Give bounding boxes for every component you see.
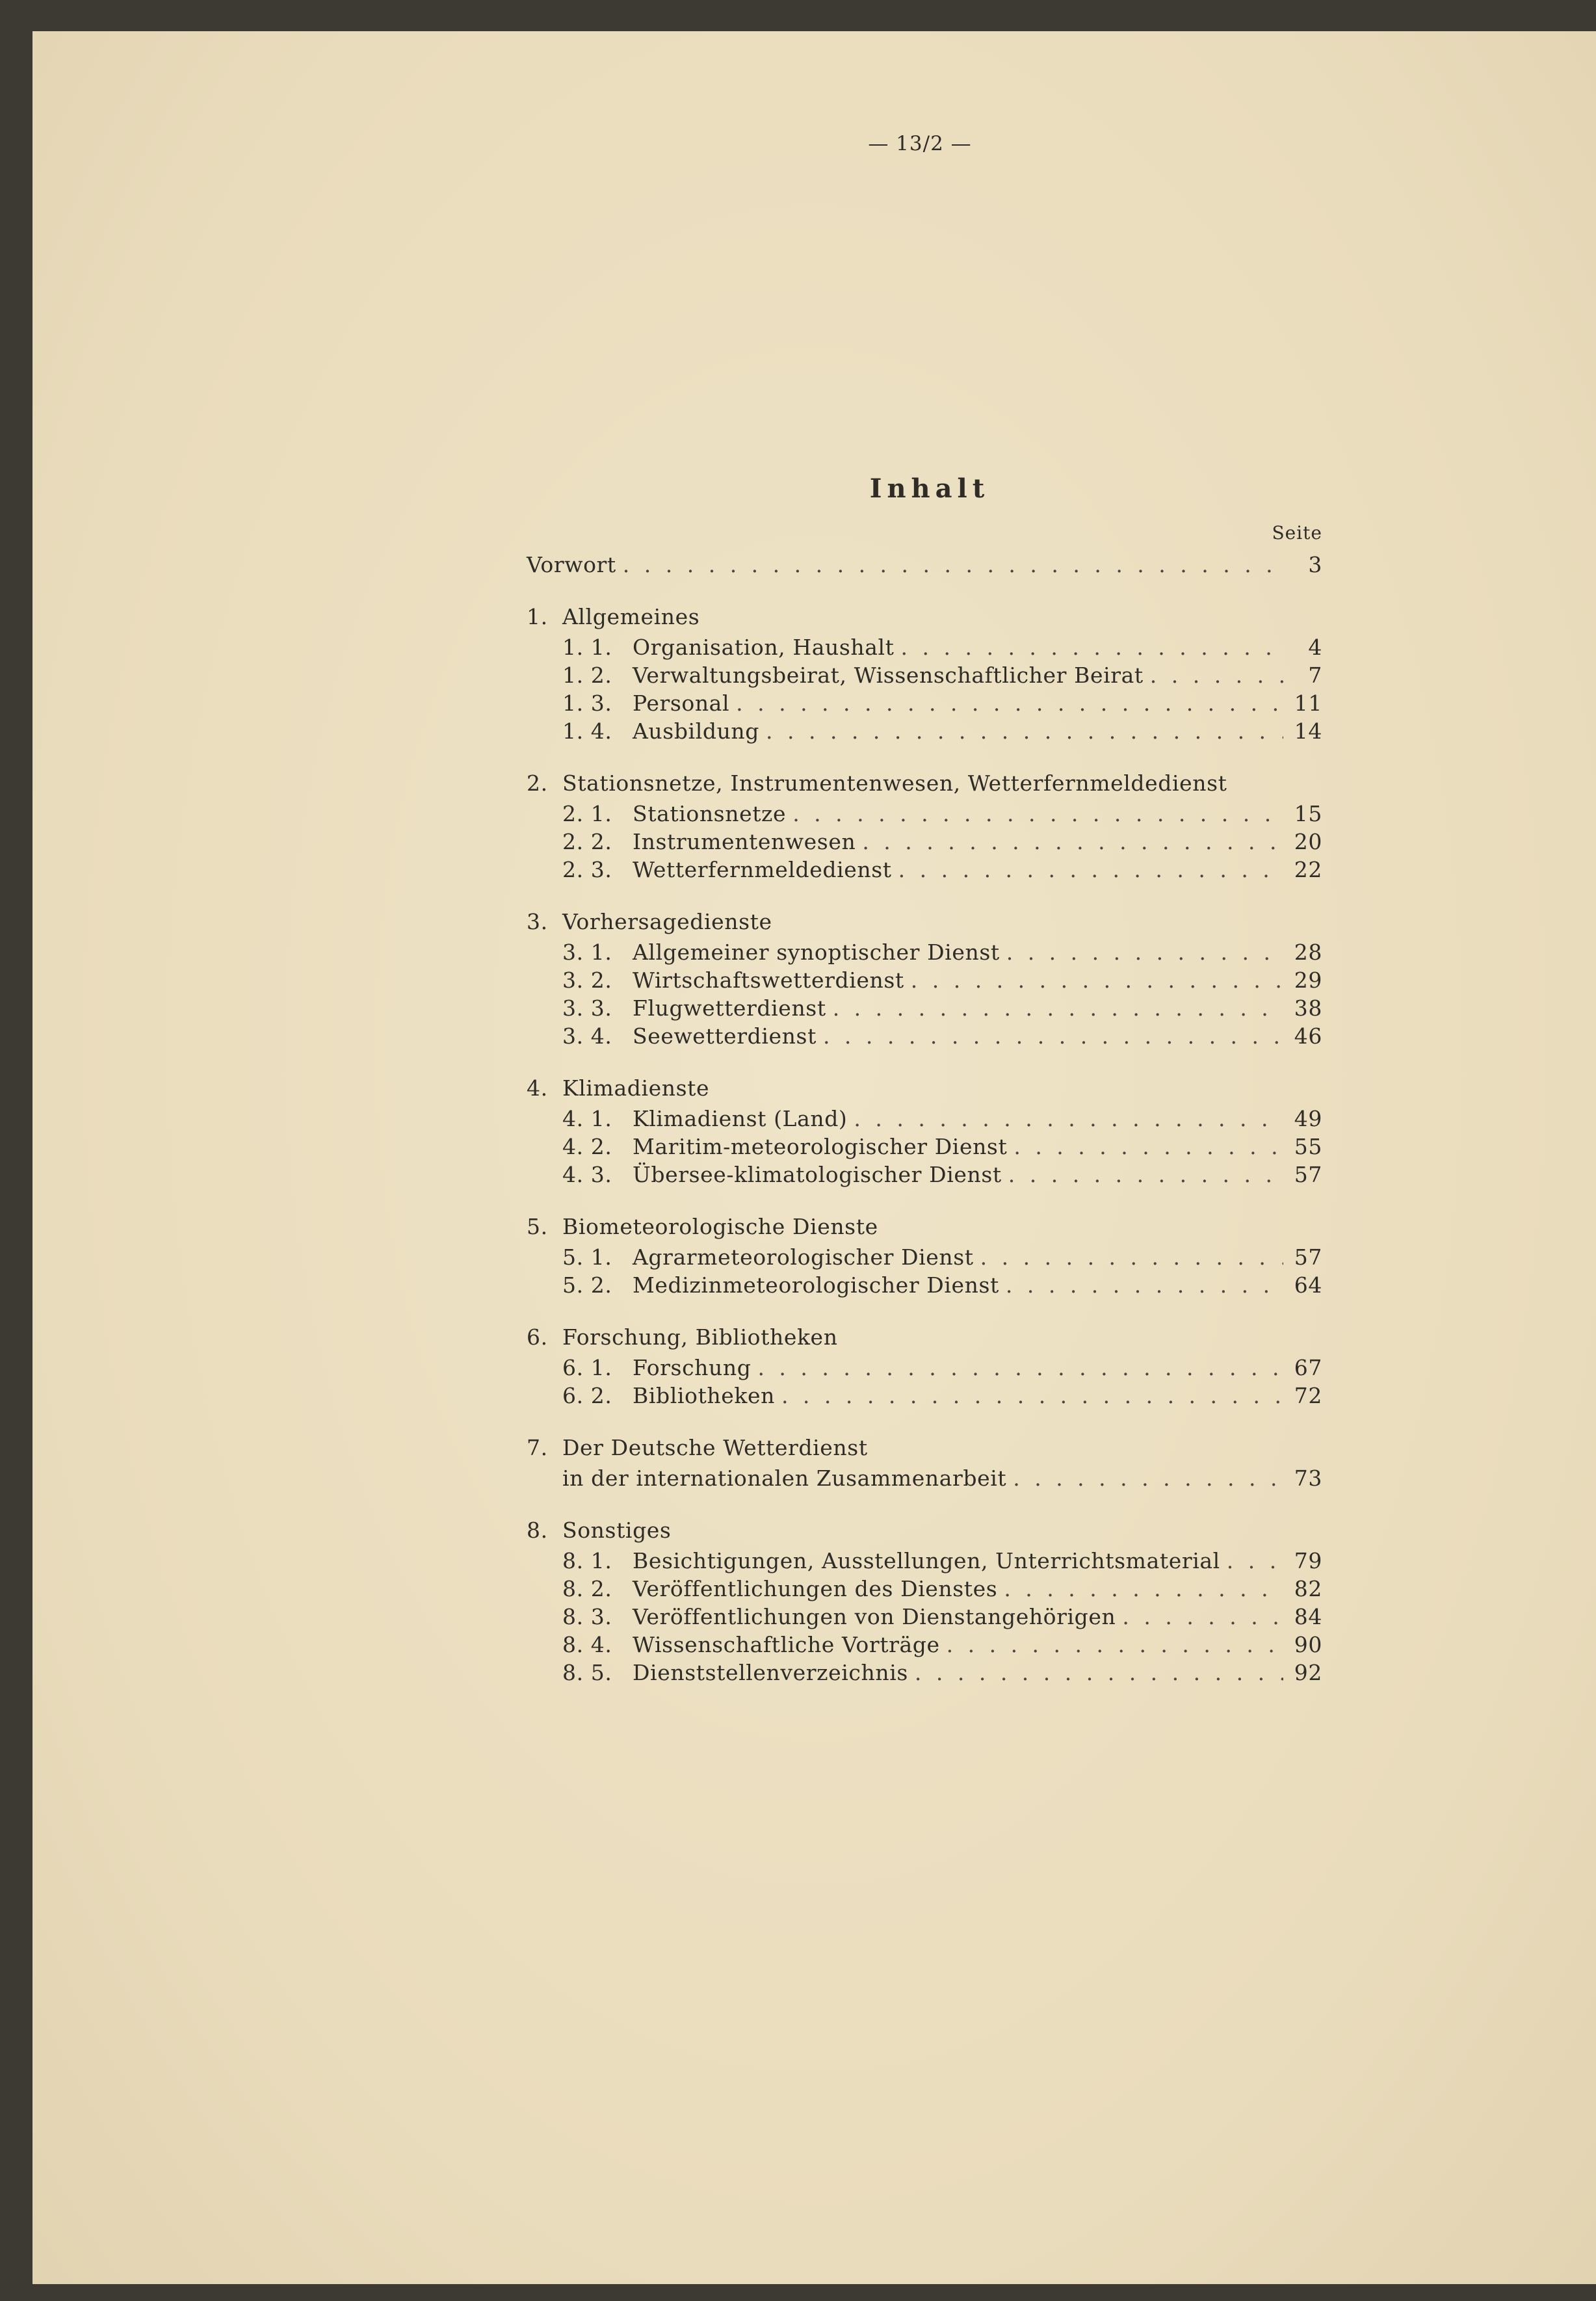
toc-entry-label: Wirtschaftswetterdienst [633, 967, 904, 993]
toc-entry-label: in der internationalen Zusammenarbeit [562, 1466, 1007, 1491]
leader-dots [1014, 1133, 1283, 1161]
toc-entry-label: Instrumentenwesen [633, 829, 856, 854]
leader-dots [1150, 661, 1283, 689]
toc-entry[interactable] [527, 1631, 1326, 1659]
toc-entry-label: Forschung [633, 1355, 752, 1380]
toc-entry[interactable] [527, 717, 1326, 745]
toc-entry-label: Ausbildung [633, 718, 760, 744]
toc-entry-number: 3. 2. [562, 967, 612, 993]
toc-entry-page: 3 [1308, 552, 1322, 577]
toc-entry[interactable] [527, 994, 1326, 1022]
toc-entry[interactable] [527, 1575, 1326, 1603]
toc-entry-label: Veröffentlichungen des Dienstes [633, 1576, 998, 1601]
toc-entry[interactable] [527, 938, 1326, 966]
toc-entry-label: Verwaltungsbeirat, Wissenschaftlicher Beirat [633, 663, 1144, 688]
leader-dots [823, 1022, 1283, 1050]
toc-entry-number: 3. 1. [562, 940, 612, 965]
toc-entry-number: 8. 3. [562, 1604, 612, 1629]
section-spacer [527, 1299, 1326, 1321]
toc-entry-page: 29 [1294, 967, 1322, 993]
leader-dots [915, 1659, 1283, 1687]
toc-entry-label: Veröffentlichungen von Dienstangehörigen [633, 1604, 1116, 1629]
toc-entry[interactable] [527, 828, 1326, 856]
toc-entry-number: 2. 1. [562, 801, 612, 826]
toc-entry[interactable] [527, 1133, 1326, 1161]
section-spacer [527, 1050, 1326, 1072]
toc-entry[interactable] [527, 1382, 1326, 1410]
toc-entry[interactable] [527, 689, 1326, 717]
toc-entry-page: 82 [1294, 1576, 1322, 1601]
section-spacer [527, 1492, 1326, 1514]
toc-entry[interactable] [527, 1105, 1326, 1133]
toc-entry[interactable] [527, 661, 1326, 689]
leader-dots [833, 994, 1283, 1022]
toc-entry-label: Vorwort [527, 552, 616, 577]
toc-entry-number: 8. 5. [562, 1660, 612, 1685]
section-title: Allgemeines [562, 604, 700, 629]
leader-dots [901, 633, 1283, 661]
toc-entry-page: 72 [1294, 1383, 1322, 1408]
toc-entry-number: 4. 2. [562, 1134, 612, 1159]
toc-entry[interactable] [527, 1161, 1326, 1189]
toc-entry-label: Stationsnetze [633, 801, 787, 826]
toc-entry-number: 1. 4. [562, 718, 612, 744]
section-spacer [527, 579, 1326, 601]
toc-section-heading[interactable] [527, 1072, 1326, 1105]
toc-entry-page: 4 [1308, 635, 1322, 660]
section-number: 4. [527, 1075, 548, 1101]
toc-entry-page: 22 [1294, 857, 1322, 882]
section-title: Der Deutsche Wetterdienst [562, 1435, 868, 1460]
toc-entry-label: Allgemeiner synoptischer Dienst [633, 940, 1000, 965]
leader-dots [1006, 1271, 1283, 1299]
toc-section-heading[interactable] [527, 767, 1326, 800]
toc-section-heading[interactable] [527, 1211, 1326, 1243]
leader-dots [781, 1382, 1283, 1410]
toc-entry-label: Klimadienst (Land) [633, 1106, 848, 1131]
toc-entry-number: 2. 2. [562, 829, 612, 854]
section-title: Biometeorologische Dienste [562, 1214, 878, 1239]
leader-dots [862, 828, 1283, 856]
toc-entry-preface[interactable] [527, 551, 1326, 579]
toc-entry-label: Dienststellenverzeichnis [633, 1660, 908, 1685]
section-spacer [527, 745, 1326, 767]
toc-entry-number: 5. 1. [562, 1244, 612, 1270]
leader-dots [911, 966, 1283, 994]
section-title: Vorhersagedienste [562, 909, 772, 934]
section-number: 2. [527, 770, 548, 796]
toc-entry-page: 14 [1294, 718, 1322, 744]
toc-entry[interactable] [527, 1547, 1326, 1575]
page-title: Inhalt [869, 473, 990, 504]
seite-column-header: Seite [1272, 522, 1322, 544]
toc-entry-page: 46 [1294, 1023, 1322, 1049]
toc-entry[interactable] [527, 1243, 1326, 1271]
toc-entry-label: Wetterfernmeldedienst [633, 857, 892, 882]
section-title: Stationsnetze, Instrumentenwesen, Wetterfernmeldedienst [562, 770, 1227, 796]
table-of-contents [527, 522, 1326, 1687]
section-spacer [527, 1189, 1326, 1211]
toc-entry-number: 6. 1. [562, 1355, 612, 1380]
toc-section-heading[interactable] [527, 601, 1326, 633]
toc-section-heading[interactable] [527, 1321, 1326, 1354]
toc-entry-page: 64 [1294, 1272, 1322, 1298]
toc-entry[interactable] [527, 800, 1326, 828]
toc-entry[interactable] [527, 1022, 1326, 1050]
toc-entry-label: Seewetterdienst [633, 1023, 817, 1049]
toc-entry[interactable] [527, 1354, 1326, 1382]
toc-entry-page: 79 [1294, 1548, 1322, 1573]
toc-entry-number: 3. 4. [562, 1023, 612, 1049]
section-title: Forschung, Bibliotheken [562, 1324, 838, 1350]
toc-entry-page: 7 [1308, 663, 1322, 688]
toc-entry[interactable] [527, 856, 1326, 884]
document-page [33, 31, 1596, 2284]
leader-dots [766, 717, 1283, 745]
toc-entry-page: 15 [1294, 801, 1322, 826]
toc-entry-label: Besichtigungen, Ausstellungen, Unterrichtsmaterial [633, 1548, 1220, 1573]
leader-dots [854, 1105, 1283, 1133]
toc-entry-number: 1. 3. [562, 690, 612, 716]
leader-dots [898, 856, 1283, 884]
toc-entry-label: Organisation, Haushalt [633, 635, 895, 660]
toc-entry-page: 57 [1294, 1162, 1322, 1187]
leader-dots [623, 551, 1283, 579]
section-number: 8. [527, 1518, 548, 1543]
toc-entry[interactable] [527, 966, 1326, 994]
leader-dots [1006, 938, 1283, 966]
leader-dots [1004, 1575, 1283, 1603]
toc-entry-number: 2. 3. [562, 857, 612, 882]
toc-entry-number: 8. 2. [562, 1576, 612, 1601]
section-number: 7. [527, 1435, 548, 1460]
section-number: 1. [527, 604, 548, 629]
toc-entry-page: 20 [1294, 829, 1322, 854]
toc-entry-page: 73 [1294, 1466, 1322, 1491]
toc-entry-number: 4. 1. [562, 1106, 612, 1131]
leader-dots [1008, 1161, 1283, 1189]
section-number: 3. [527, 909, 548, 934]
toc-entry[interactable] [527, 1603, 1326, 1631]
toc-entry[interactable] [527, 1271, 1326, 1299]
toc-section-heading[interactable] [527, 1432, 1326, 1464]
toc-entry-number: 1. 1. [562, 635, 612, 660]
toc-entry-page: 49 [1294, 1106, 1322, 1131]
toc-entry-number: 8. 1. [562, 1548, 612, 1573]
leader-dots [947, 1631, 1283, 1659]
toc-entry[interactable] [527, 1464, 1326, 1492]
toc-entry-label: Flugwetterdienst [633, 995, 826, 1021]
toc-entry-number: 4. 3. [562, 1162, 612, 1187]
toc-entry-label: Maritim-meteorologischer Dienst [633, 1134, 1008, 1159]
leader-dots [980, 1243, 1283, 1271]
section-number: 5. [527, 1214, 548, 1239]
toc-entry-page: 28 [1294, 940, 1322, 965]
toc-entry-page: 57 [1294, 1244, 1322, 1270]
leader-dots [792, 800, 1283, 828]
toc-entry-number: 3. 3. [562, 995, 612, 1021]
toc-entry-page: 84 [1294, 1604, 1322, 1629]
leader-dots [736, 689, 1283, 717]
toc-entry-page: 11 [1294, 690, 1322, 716]
toc-section-heading[interactable] [527, 1514, 1326, 1547]
toc-entry-page: 92 [1294, 1660, 1322, 1685]
toc-entry-number: 6. 2. [562, 1383, 612, 1408]
section-title: Klimadienste [562, 1075, 710, 1101]
toc-entry[interactable] [527, 633, 1326, 661]
leader-dots [757, 1354, 1283, 1382]
leader-dots [1013, 1464, 1283, 1492]
toc-entry-label: Wissenschaftliche Vorträge [633, 1632, 940, 1657]
toc-entry-page: 90 [1294, 1632, 1322, 1657]
toc-entry-page: 38 [1294, 995, 1322, 1021]
toc-entry-number: 8. 4. [562, 1632, 612, 1657]
section-spacer [527, 1410, 1326, 1432]
toc-entry-number: 5. 2. [562, 1272, 612, 1298]
toc-entry-page: 67 [1294, 1355, 1322, 1380]
toc-entry-label: Bibliotheken [633, 1383, 775, 1408]
leader-dots [1122, 1603, 1283, 1631]
section-number: 6. [527, 1324, 548, 1350]
toc-entry-page: 55 [1294, 1134, 1322, 1159]
toc-entry-label: Medizinmeteorologischer Dienst [633, 1272, 999, 1298]
toc-entry[interactable] [527, 1659, 1326, 1687]
section-title: Sonstiges [562, 1518, 672, 1543]
toc-entry-label: Agrarmeteorologischer Dienst [633, 1244, 974, 1270]
toc-entry-number: 1. 2. [562, 663, 612, 688]
section-spacer [527, 884, 1326, 906]
toc-entry-label: Personal [633, 690, 730, 716]
toc-entry-label: Übersee-klimatologischer Dienst [633, 1162, 1002, 1187]
leader-dots [1227, 1547, 1283, 1575]
page-number: — 13/2 — [868, 132, 972, 155]
toc-section-heading[interactable] [527, 906, 1326, 938]
